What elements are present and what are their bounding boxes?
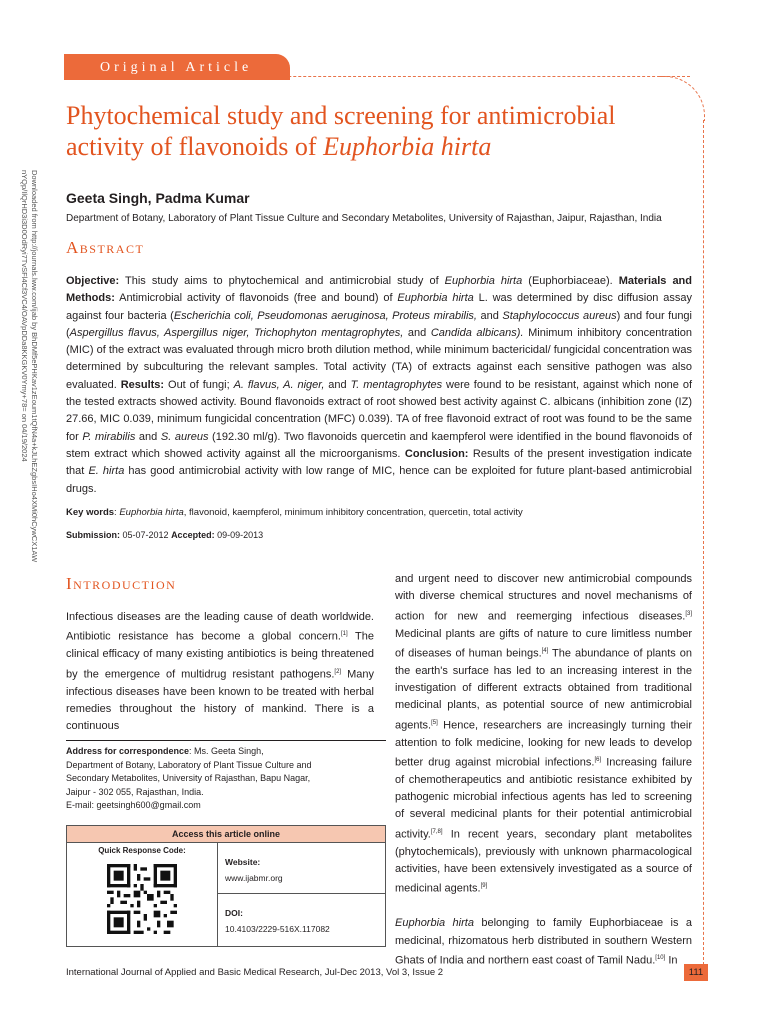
keywords-label: Key words bbox=[66, 507, 115, 518]
intro-p2-d: Hence, researchers are increasingly turning their attention to folk medicine, looking for new leads to develop better drug against microbial infections. bbox=[395, 719, 692, 769]
results-text-1: Out of fungi; bbox=[164, 378, 234, 391]
qr-cell bbox=[67, 842, 218, 946]
objective-text: This study aims to phytochemical and antimicrobial study of bbox=[119, 275, 445, 287]
intro-paragraph-2 bbox=[395, 571, 692, 898]
qr-label: Quick Response Code: bbox=[98, 846, 186, 855]
intro-p2-c: The abundance of plants on the earth's surface has led to an increasing interest in the investigation of different extracts obtained from traditional medicinal plants, as potential source of new antimicrobial agents. bbox=[395, 647, 692, 732]
submission-label: Submission: bbox=[66, 530, 121, 540]
methods-species: Euphorbia hirta bbox=[397, 292, 474, 305]
correspondence-line4: Jaipur - 302 055, Rajasthan, India. bbox=[66, 786, 204, 797]
results-fungi: A. flavus, A. niger, bbox=[233, 378, 325, 391]
intro-col-right bbox=[395, 571, 692, 970]
ref-10[interactable]: [10] bbox=[655, 954, 666, 961]
ref-3[interactable]: [3] bbox=[685, 610, 692, 617]
introduction-heading: Introduction bbox=[66, 574, 177, 593]
ref-6[interactable]: [6] bbox=[594, 756, 602, 763]
bacteria-4: Staphylococcus aureus bbox=[502, 309, 617, 322]
accepted-date: 09-09-2013 bbox=[214, 530, 264, 540]
website-label: Website: bbox=[225, 857, 261, 867]
authors: Geeta Singh, Padma Kumar bbox=[66, 190, 250, 206]
objective-species: Euphorbia hirta bbox=[444, 275, 523, 287]
download-side-note bbox=[19, 170, 39, 600]
fungi-list: Aspergillus flavus, Aspergillus niger, Trichophyton mentagrophytes, bbox=[69, 326, 404, 339]
article-type-tab: Original Article bbox=[64, 54, 290, 80]
keywords-rest: , flavonoid, kaempferol, minimum inhibitory concentration, quercetin, total activity bbox=[183, 507, 523, 518]
intro-p1-a: Infectious diseases are the leading cause of death worldwide. Antibiotic resistance has become a global concern. bbox=[66, 611, 374, 643]
intro-paragraph-3 bbox=[395, 915, 692, 970]
keywords: Key words: Euphorbia hirta, flavonoid, kaempferol, minimum inhibitory concentration, quercetin, total activity bbox=[66, 507, 523, 518]
methods-text-6: Minimum inhibitory concentration (MIC) of the extract was evaluated through micro broth dilution method, while minimum bactericidal/ fungicidal concentration was determined by subculturing the relevant samples. Total activity (TA) of extracts against each sensitive pathogen was also evaluated. bbox=[66, 326, 692, 391]
doi-link[interactable]: 10.4103/2229-516X.117082 bbox=[225, 924, 330, 934]
qr-code-icon[interactable] bbox=[107, 864, 177, 934]
title-main: Phytochemical study and screening for antimicrobial activity of flavonoids of bbox=[66, 101, 616, 161]
ref-9[interactable]: [9] bbox=[480, 883, 488, 890]
objective-label: Objective: bbox=[66, 275, 120, 287]
page-number: 111 bbox=[684, 964, 708, 981]
correspondence-line3: Secondary Metabolites, University of Rajasthan, Bapu Nagar, bbox=[66, 773, 311, 783]
website-cell bbox=[217, 842, 385, 894]
objective-tail: (Euphorbiaceae). bbox=[522, 275, 613, 287]
results-text-5: (192.30 ml/g). Two flavonoids quercetin and kaempferol were identified in the bound flavonoids of stem extract which showed activity against all the microorganisms. bbox=[66, 430, 692, 460]
results-label: Results: bbox=[120, 378, 165, 391]
intro-p1-c: Many infectious diseases have been known to be treated with herbal remedies throughout the history of mankind. There is a continuous bbox=[66, 668, 374, 733]
doi-label: DOI: bbox=[225, 908, 243, 918]
abstract-body bbox=[66, 273, 692, 498]
submission-dates bbox=[66, 530, 263, 540]
intro-p3-species: Euphorbia hirta bbox=[395, 917, 474, 930]
intro-p1-b: The clinical efficacy of many existing antibiotics is being threatened by the emergence of multidrug resistant pathogens. bbox=[66, 630, 375, 681]
intro-p3-a: belonging to family Euphorbiaceae is a medicinal, rhizomatous herb distributed in southern Western Ghats of India and northern east coast of Tamil Nadu. bbox=[395, 917, 693, 967]
methods-text-4: ) and four fungi ( bbox=[66, 309, 692, 339]
intro-col-left bbox=[66, 609, 374, 735]
methods-label: Materials and Methods: bbox=[66, 275, 692, 305]
conclusion-text-1: Results of the present investigation indicate that bbox=[66, 447, 692, 478]
submission-date: 05-07-2012 bbox=[120, 530, 172, 540]
bacteria-list: Escherichia coli, Pseudomonas aeruginosa, Proteus mirabilis, bbox=[173, 309, 477, 322]
abstract-heading: Abstract bbox=[66, 238, 145, 257]
methods-text-2: L. was determined by disc diffusion assay against four bacteria ( bbox=[66, 292, 692, 322]
conclusion-species: E. hirta bbox=[88, 465, 125, 478]
intro-p2-f: In recent years, secondary plant metabolites (phytochemicals), previously with unknown pharmacological activities, have been extensively investigated as a source of medicinal agents. bbox=[395, 828, 692, 895]
results-text-3: were found to be resistant, against which none of the tested extracts showed activity. Bound flavonoids extract of root showed best activity against C. albicans (inhibition zone (IZ) 27.66, MIC 0.039, minimum fungicidal concentration (MFC) 0.039). TA of free flavonoid extract of root was found to be the same for bbox=[66, 378, 693, 443]
methods-text-5: and bbox=[403, 326, 431, 339]
keyword-first: Euphorbia hirta bbox=[119, 507, 184, 518]
correspondence-block bbox=[66, 740, 386, 813]
accepted-label: Accepted: bbox=[171, 530, 215, 540]
affiliation: Department of Botany, Laboratory of Plant Tissue Culture and Secondary Metabolites, University of Rajasthan, Jaipur, Rajasthan, India bbox=[66, 213, 662, 224]
ref-2[interactable]: [2] bbox=[334, 668, 342, 675]
side-note-line2: nYQp/IlQrHD3i3D0OdRyi7TvSFl4Cf3VC4/OAVpDDa8KKGKV0Ymy+78= on 04/19/2024 bbox=[20, 170, 29, 462]
correspondence-email[interactable]: E-mail: geetsingh600@gmail.com bbox=[66, 800, 201, 810]
fungi-4: Candida albicans). bbox=[430, 326, 524, 339]
results-species-1: P. mirabilis bbox=[82, 430, 136, 443]
results-fungi-3: T. mentagrophytes bbox=[350, 378, 443, 391]
conclusion-text-2: has good antimicrobial activity with low range of MIC, hence can be exploited for future plant-based antimicrobial drugs. bbox=[66, 465, 692, 495]
conclusion-label: Conclusion: bbox=[404, 447, 469, 460]
correspondence-line2: Department of Botany, Laboratory of Plant Tissue Culture and bbox=[66, 759, 312, 770]
doi-cell bbox=[217, 895, 385, 946]
ref-1[interactable]: [1] bbox=[340, 631, 348, 638]
results-text-4: and bbox=[135, 430, 161, 443]
methods-text: Antimicrobial activity of flavonoids (free and bound) of bbox=[114, 292, 398, 305]
article-title bbox=[66, 100, 686, 162]
ref-7-8[interactable]: [7,8] bbox=[430, 828, 443, 835]
intro-paragraph-1 bbox=[66, 609, 374, 735]
access-heading: Access this article online bbox=[67, 826, 385, 843]
intro-p2-e: Increasing failure of chemotherapeutics and antibiotic resistance exhibited by pathogenic microbial infectious agents has led to screening of several medicinal plants for their potential antimicrobial activity. bbox=[395, 756, 692, 841]
side-note-line1: Downloaded from http://journals.lww.com/ijab by BhDMf5ePHKav1zEoum1tQfN4a+kJLhEZgbsIHo4XMi0hCywCX1AW bbox=[30, 170, 39, 563]
ref-5[interactable]: [5] bbox=[431, 719, 438, 726]
title-species: Euphorbia hirta bbox=[323, 132, 492, 161]
footer-journal: International Journal of Applied and Basic Medical Research, Jul-Dec 2013, Vol 3, Issue 2 bbox=[66, 967, 444, 978]
access-box bbox=[66, 825, 386, 947]
results-text-2: and bbox=[324, 378, 351, 391]
results-species-2: S. aureus bbox=[160, 430, 209, 443]
intro-p2-b: Medicinal plants are gifts of nature to cure limitless number of diseases of human beings. bbox=[395, 627, 692, 660]
correspondence-name: : Ms. Geeta Singh, bbox=[189, 746, 264, 756]
website-link[interactable]: www.ijabmr.org bbox=[225, 873, 283, 883]
intro-p2-a: and urgent need to discover new antimicrobial compounds with diverse chemical structures and novel mechanisms of action for new and reemerging infectious diseases. bbox=[395, 573, 692, 623]
methods-text-3: and bbox=[476, 309, 503, 322]
intro-p3-b: In bbox=[665, 954, 678, 967]
ref-4[interactable]: [4] bbox=[541, 647, 549, 654]
correspondence-label: Address for correspondence bbox=[66, 746, 190, 756]
frame-right-rule bbox=[703, 120, 704, 965]
